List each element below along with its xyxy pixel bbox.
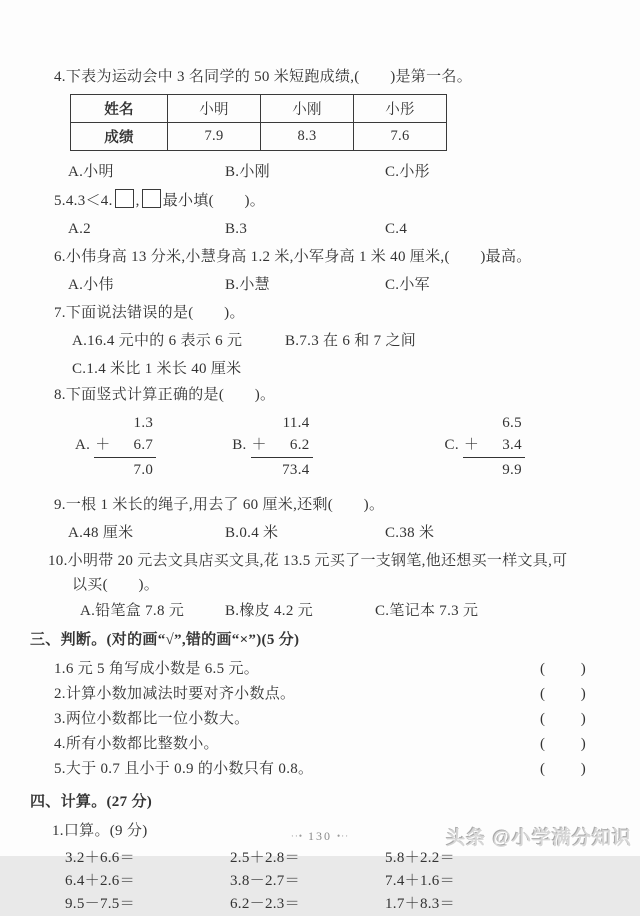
question-10-line1: 10.小明带 20 元去文具店买文具,花 13.5 元买了一支钢笔,他还想买一样文具,可	[48, 553, 568, 569]
option-a: A.小明	[68, 164, 114, 180]
plus-sign: ＋	[95, 437, 111, 453]
table-cell: 7.6	[354, 123, 447, 151]
calc-top-number: 6.5	[502, 415, 522, 431]
answer-parentheses: ( )	[540, 686, 586, 702]
judgment-text: 4.所有小数都比整数小。	[54, 736, 219, 752]
option-c: C.1.4 米比 1 米长 40 厘米	[72, 361, 242, 377]
judgment-row	[30, 707, 606, 732]
calc-addend: 6.7	[133, 437, 154, 453]
option-a: A.2	[68, 221, 91, 237]
option-letter: B.	[232, 437, 247, 453]
judgment-text: 3.两位小数都比一位小数大。	[54, 711, 250, 727]
q5-comma: ,	[135, 193, 140, 209]
oral-calc-item: 6.4＋2.6＝	[65, 873, 135, 889]
calc-top-number: 11.4	[282, 415, 310, 431]
q6-options	[68, 274, 606, 296]
option-a: A.小伟	[68, 277, 114, 293]
judgment-row	[30, 682, 606, 707]
plus-sign: ＋	[463, 437, 480, 453]
calc-addend: 6.2	[289, 437, 310, 453]
q10-options	[80, 600, 606, 622]
oral-calc-item: 5.8＋2.2＝	[385, 850, 455, 866]
judgment-row	[30, 732, 606, 757]
calc-result: 9.9	[502, 462, 522, 478]
vertical-calc-c	[445, 412, 525, 482]
q7-options-ab	[72, 330, 606, 352]
question-10-line2: 以买( )。	[72, 577, 160, 593]
answer-parentheses: ( )	[540, 761, 586, 777]
footer-dots-right: •··	[337, 831, 350, 841]
question-5-text	[54, 189, 606, 212]
blank-box	[115, 189, 134, 208]
oral-calc-subtitle: 1.口算。(9 分)	[52, 823, 148, 839]
answer-parentheses: ( )	[540, 711, 586, 727]
option-c: C.小军	[385, 277, 430, 293]
option-c: C.小彤	[385, 164, 430, 180]
oral-calc-item: 2.5＋2.8＝	[230, 850, 300, 866]
option-c: C.4	[385, 221, 408, 237]
q5-suffix: 最小填( )。	[162, 193, 266, 209]
option-a: A.铅笔盒 7.8 元	[80, 603, 185, 619]
oral-calc-grid	[65, 847, 606, 916]
footer-dots-left: ··•	[290, 831, 303, 841]
question-6-text: 6.小伟身高 13 分米,小慧身高 1.2 米,小军身高 1 米 40 厘米,( )最高。	[54, 249, 532, 265]
question-9-text: 9.一根 1 米长的绳子,用去了 60 厘米,还剩( )。	[54, 497, 385, 513]
oral-calc-item: 9.5－7.5＝	[65, 896, 135, 912]
option-letter: A.	[75, 437, 91, 453]
question-7-text: 7.下面说法错误的是( )。	[54, 305, 245, 321]
vertical-calc-b	[232, 412, 312, 482]
answer-parentheses: ( )	[540, 661, 586, 677]
calc-result: 73.4	[282, 462, 310, 478]
table-header-name: 姓名	[71, 95, 168, 123]
table-cell: 小明	[168, 95, 261, 123]
plus-sign: ＋	[251, 437, 267, 453]
table-cell: 7.9	[168, 123, 261, 151]
option-c: C.38 米	[385, 525, 435, 541]
option-b: B.7.3 在 6 和 7 之间	[285, 333, 417, 349]
section-4-title: 四、计算。(27 分)	[30, 794, 153, 810]
table-row	[71, 123, 447, 151]
option-b: B.小刚	[225, 164, 270, 180]
judgment-row	[30, 757, 606, 782]
judgment-text: 5.大于 0.7 且小于 0.9 的小数只有 0.8。	[54, 761, 314, 777]
watermark-text: 头条 @小学满分知识	[446, 828, 632, 849]
option-a: A.48 厘米	[68, 525, 134, 541]
vertical-calc-a	[75, 412, 156, 482]
answer-parentheses: ( )	[540, 736, 586, 752]
oral-calc-item: 3.2＋6.6＝	[65, 850, 135, 866]
q9-options	[68, 522, 606, 544]
judgment-text: 1.6 元 5 角写成小数是 6.5 元。	[54, 661, 260, 677]
q4-score-table	[70, 94, 447, 151]
option-a: A.16.4 元中的 6 表示 6 元	[72, 333, 243, 349]
page-number: 130	[308, 829, 332, 843]
oral-calc-item: 3.8－2.7＝	[230, 873, 300, 889]
judgment-row	[30, 657, 606, 682]
blank-box	[142, 189, 161, 208]
question-8-text: 8.下面竖式计算正确的是( )。	[54, 387, 276, 403]
oral-calc-item: 7.4＋1.6＝	[385, 873, 455, 889]
q5-prefix: 5.4.3＜4.	[54, 193, 113, 209]
q8-vertical-calculations	[30, 412, 606, 482]
option-c: C.笔记本 7.3 元	[375, 603, 479, 619]
option-b: B.小慧	[225, 277, 270, 293]
oral-calc-item: 1.7＋8.3＝	[385, 896, 455, 912]
option-b: B.3	[225, 221, 248, 237]
calc-result: 7.0	[133, 462, 154, 478]
option-b: B.0.4 米	[225, 525, 279, 541]
oral-calc-item: 6.2－2.3＝	[230, 896, 300, 912]
table-cell: 8.3	[261, 123, 354, 151]
judgment-text: 2.计算小数加减法时要对齐小数点。	[54, 686, 296, 702]
q4-options	[68, 161, 606, 183]
table-row	[71, 95, 447, 123]
section-3-title: 三、判断。(对的画“√”,错的画“×”)(5 分)	[30, 632, 300, 648]
table-cell: 小彤	[354, 95, 447, 123]
question-4-text: 4.下表为运动会中 3 名同学的 50 米短跑成绩,( )是第一名。	[54, 69, 472, 85]
option-b: B.橡皮 4.2 元	[225, 603, 314, 619]
table-cell: 小刚	[261, 95, 354, 123]
calc-addend: 3.4	[502, 437, 522, 453]
q5-options	[68, 218, 606, 240]
table-header-score: 成绩	[71, 123, 168, 151]
option-letter: C.	[444, 437, 459, 453]
calc-top-number: 1.3	[133, 415, 154, 431]
